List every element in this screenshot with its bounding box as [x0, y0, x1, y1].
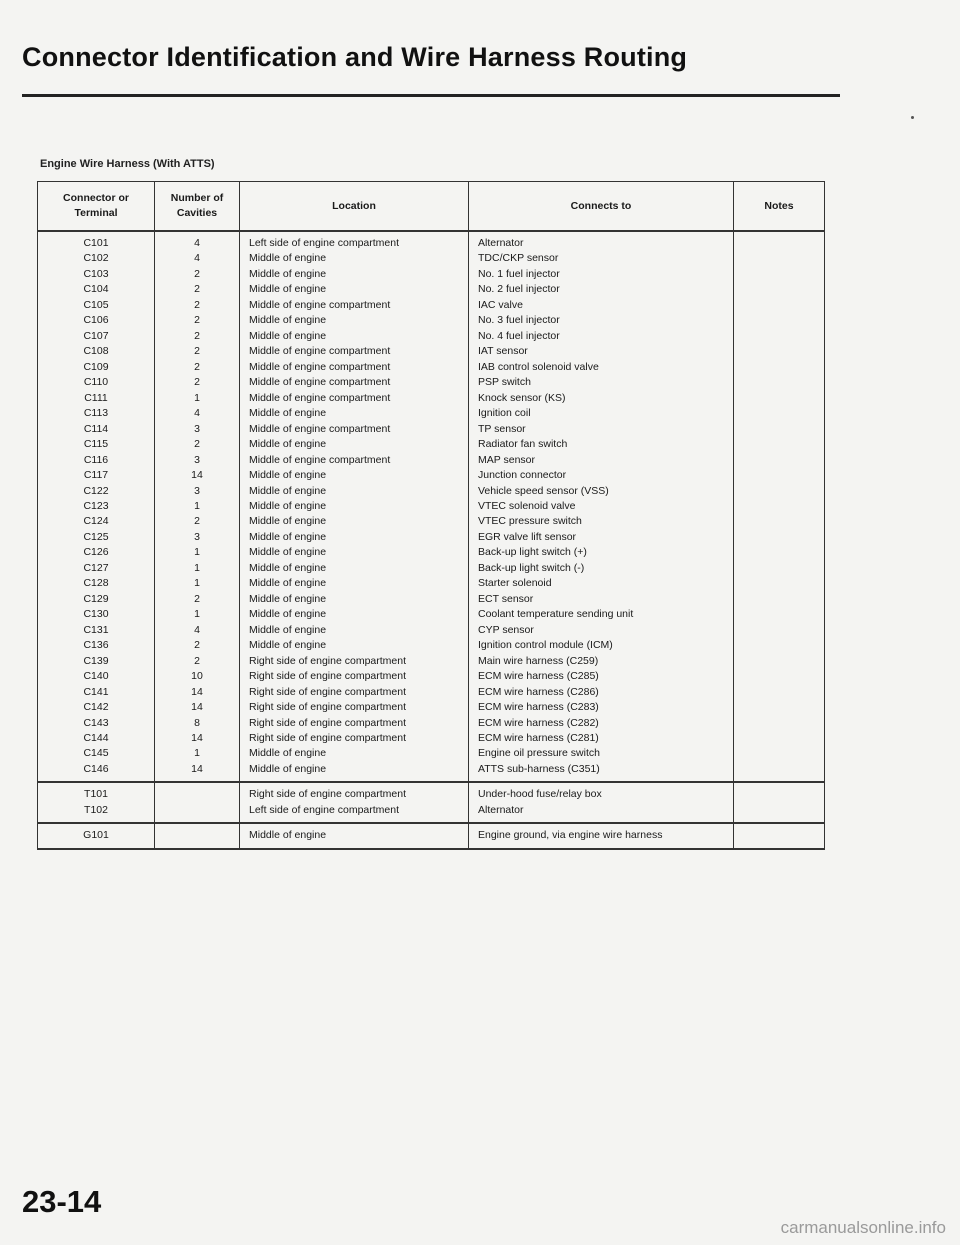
connects-to-cell-line: Starter solenoid	[478, 577, 552, 590]
connects-to-cell-line: No. 1 fuel injector	[478, 267, 560, 280]
table-row	[38, 231, 825, 782]
location-cell-line: Middle of engine	[249, 623, 327, 636]
cavities-cell-line: 4	[194, 407, 200, 420]
cavities-cell-line: 2	[194, 314, 200, 327]
location-cell-line: Middle of engine	[249, 561, 327, 574]
connector-cell	[38, 823, 155, 848]
location-cell-line: Middle of engine	[249, 515, 327, 528]
cavities-cell-line: 14	[191, 701, 203, 714]
notes-cell	[734, 823, 825, 848]
location-cell-line: Middle of engine	[249, 469, 327, 482]
cavities-cell	[155, 823, 240, 848]
connector-cell	[38, 782, 155, 823]
header-connector	[38, 182, 155, 232]
cavities-cell-line: 8	[194, 716, 200, 729]
location-cell-line: Middle of engine	[249, 252, 327, 265]
table-group	[38, 782, 825, 823]
connector-cell-line: C126	[83, 546, 109, 559]
cavities-cell	[155, 231, 240, 782]
location-cell-line: Middle of engine	[249, 314, 327, 327]
cavities-cell-line: 2	[194, 654, 200, 667]
cavities-cell-line: 3	[194, 422, 200, 435]
connects-to-cell-line: ECM wire harness (C283)	[478, 701, 599, 714]
location-cell-line: Middle of engine compartment	[249, 360, 391, 373]
location-cell-line: Middle of engine	[249, 608, 327, 621]
cavities-cell-line: 1	[194, 608, 200, 621]
connects-to-cell	[469, 231, 734, 782]
table-row	[38, 782, 825, 823]
connects-to-cell-line: VTEC solenoid valve	[478, 499, 576, 512]
cavities-cell-line: 1	[194, 747, 200, 760]
connects-to-cell	[469, 823, 734, 848]
header-connector-line2: Terminal	[74, 207, 118, 219]
connects-to-cell-line: Alternator	[478, 237, 524, 249]
cavities-cell-line: 1	[194, 546, 200, 559]
cavities-cell-line: 2	[194, 267, 200, 280]
connector-cell-line: C125	[83, 530, 109, 543]
connects-to-cell-line: No. 3 fuel injector	[478, 314, 560, 327]
connector-cell-line: C105	[83, 298, 109, 311]
cavities-cell-line: 4	[194, 623, 200, 636]
connector-cell-line: T102	[84, 803, 108, 816]
location-cell-line: Right side of engine compartment	[249, 670, 407, 683]
connector-cell-line: C136	[83, 639, 109, 652]
connects-to-cell-line: No. 4 fuel injector	[478, 329, 560, 342]
cavities-cell-line: 2	[194, 376, 200, 389]
location-cell-line: Middle of engine	[249, 438, 327, 451]
connector-cell-line: C107	[83, 329, 109, 342]
location-cell-line: Right side of engine compartment	[249, 685, 407, 698]
connector-cell-line: G101	[83, 829, 109, 842]
cavities-cell-line: 1	[194, 561, 200, 574]
page-number: 23-14	[22, 1184, 102, 1219]
table-row	[38, 823, 825, 848]
connector-cell-line: C142	[83, 701, 109, 714]
watermark: carmanualsonline.info	[780, 1218, 946, 1237]
location-cell-line: Left side of engine compartment	[249, 803, 400, 816]
cavities-cell-line: 2	[194, 592, 200, 605]
connector-cell-line: C102	[83, 252, 109, 265]
connects-to-cell-line: TDC/CKP sensor	[478, 252, 559, 265]
header-notes: Notes	[734, 182, 825, 232]
connector-cell-line: C145	[83, 747, 109, 760]
location-cell-line: Middle of engine	[249, 484, 327, 497]
connector-cell-line: C140	[83, 670, 109, 683]
cavities-cell-line: 1	[194, 577, 200, 590]
page-title: Connector Identification and Wire Harness Routing	[22, 42, 688, 72]
cavities-cell-line: 10	[191, 670, 203, 683]
connects-to-cell-line: EGR valve lift sensor	[478, 530, 577, 543]
location-cell	[240, 823, 469, 848]
connects-to-cell-line: VTEC pressure switch	[478, 515, 582, 528]
connects-to-cell-line: ECM wire harness (C282)	[478, 716, 599, 729]
location-cell-line: Middle of engine compartment	[249, 298, 391, 311]
location-cell-line: Middle of engine	[249, 407, 327, 420]
header-cavities-line2: Cavities	[176, 207, 218, 219]
connects-to-cell-line: Engine ground, via engine wire harness	[478, 829, 663, 842]
cavities-cell-line: 4	[194, 237, 200, 249]
connects-to-cell-line: IAT sensor	[478, 345, 528, 358]
location-cell-line: Middle of engine compartment	[249, 345, 391, 358]
connector-cell-line: C139	[83, 654, 109, 667]
connects-to-cell-line: ECT sensor	[478, 592, 534, 605]
connector-cell-line: C109	[83, 360, 109, 373]
cavities-cell-line: 4	[194, 252, 200, 265]
header-connects-to: Connects to	[469, 182, 734, 232]
cavities-cell-line: 3	[194, 453, 200, 466]
connects-to-cell-line: Vehicle speed sensor (VSS)	[478, 484, 609, 497]
location-cell-line: Right side of engine compartment	[249, 716, 407, 729]
cavities-cell-line: 2	[194, 515, 200, 528]
location-cell-line: Middle of engine compartment	[249, 453, 391, 466]
connects-to-cell-line: PSP switch	[478, 376, 531, 389]
table-header-row	[38, 182, 825, 232]
connects-to-cell-line: Engine oil pressure switch	[478, 747, 600, 760]
location-cell-line: Middle of engine	[249, 639, 327, 652]
cavities-cell-line: 3	[194, 530, 200, 543]
cavities-cell-line: 14	[191, 469, 203, 482]
connects-to-cell-line: Main wire harness (C259)	[478, 654, 599, 667]
header-cavities-line1: Number of	[170, 192, 224, 204]
connects-to-cell-line: ECM wire harness (C285)	[478, 670, 599, 683]
location-cell	[240, 782, 469, 823]
connector-cell-line: C114	[83, 422, 109, 435]
cavities-cell-line: 2	[194, 639, 200, 652]
notes-cell	[734, 782, 825, 823]
scan-dot	[911, 116, 914, 119]
connector-cell-line: C122	[83, 484, 109, 497]
connects-to-cell-line: ATTS sub-harness (C351)	[478, 762, 600, 775]
connector-cell	[38, 231, 155, 782]
connects-to-cell-line: TP sensor	[478, 422, 526, 435]
location-cell-line: Middle of engine	[249, 592, 327, 605]
location-cell-line: Middle of engine	[249, 530, 327, 543]
header-location: Location	[240, 182, 469, 232]
connector-cell-line: C111	[84, 391, 108, 404]
cavities-cell-line: 1	[194, 391, 200, 404]
title-rule	[22, 94, 840, 97]
connector-cell-line: T101	[84, 788, 108, 801]
cavities-cell-line: 14	[191, 732, 203, 744]
connector-cell-line: C104	[83, 283, 109, 296]
connector-cell-line: C143	[83, 716, 109, 729]
connects-to-cell	[469, 782, 734, 823]
location-cell-line: Middle of engine	[249, 577, 327, 590]
connector-cell-line: C108	[83, 345, 109, 358]
connects-to-cell-line: Back-up light switch (-)	[478, 561, 585, 574]
connector-cell-line: C113	[83, 407, 109, 420]
connects-to-cell-line: No. 2 fuel injector	[478, 283, 560, 296]
location-cell-line: Middle of engine	[249, 747, 327, 760]
connector-cell-line: C123	[83, 499, 109, 512]
connects-to-cell-line: Knock sensor (KS)	[478, 391, 566, 404]
connects-to-cell-line: Coolant temperature sending unit	[478, 608, 634, 621]
connects-to-cell-line: Junction connector	[478, 469, 567, 482]
connector-cell-line: C103	[83, 267, 109, 280]
connects-to-cell-line: Radiator fan switch	[478, 438, 568, 451]
header-connector-line1: Connector or	[63, 192, 129, 204]
connects-to-cell-line: Back-up light switch (+)	[478, 546, 587, 559]
connector-cell-line: C116	[83, 453, 109, 466]
connects-to-cell-line: ECM wire harness (C286)	[478, 685, 599, 698]
location-cell-line: Middle of engine	[249, 762, 327, 775]
connector-cell-line: C110	[83, 376, 109, 389]
connector-cell-line: C146	[83, 762, 109, 775]
location-cell-line: Middle of engine	[249, 499, 327, 512]
location-cell-line: Middle of engine compartment	[249, 422, 391, 435]
connector-cell-line: C117	[83, 469, 109, 482]
connector-cell-line: C144	[83, 732, 109, 744]
location-cell-line: Middle of engine	[249, 829, 327, 842]
location-cell-line: Middle of engine compartment	[249, 391, 391, 404]
cavities-cell-line: 2	[194, 283, 200, 296]
connector-cell-line: C141	[83, 685, 109, 698]
connector-cell-line: C127	[83, 561, 109, 574]
connector-cell-line: C131	[83, 623, 109, 636]
connector-cell-line: C130	[83, 608, 109, 621]
location-cell-line: Middle of engine	[249, 546, 327, 559]
connects-to-cell-line: Alternator	[478, 803, 524, 816]
cavities-cell-line: 3	[194, 484, 200, 497]
connects-to-cell-line: ECM wire harness (C281)	[478, 732, 599, 744]
location-cell	[240, 231, 469, 782]
connector-cell-line: C124	[83, 515, 109, 528]
cavities-cell-line: 1	[194, 499, 200, 512]
location-cell-line: Right side of engine compartment	[249, 654, 407, 667]
location-cell-line: Left side of engine compartment	[249, 237, 400, 249]
location-cell-line: Right side of engine compartment	[249, 732, 407, 744]
connects-to-cell-line: IAB control solenoid valve	[478, 360, 599, 373]
cavities-cell-line: 2	[194, 345, 200, 358]
connector-cell-line: C115	[83, 438, 109, 451]
location-cell-line: Right side of engine compartment	[249, 701, 407, 714]
connector-cell-line: C128	[83, 577, 109, 590]
connects-to-cell-line: MAP sensor	[478, 453, 535, 466]
cavities-cell-line: 14	[191, 685, 203, 698]
connects-to-cell-line: Ignition control module (ICM)	[478, 639, 613, 652]
cavities-cell	[155, 782, 240, 823]
location-cell-line: Right side of engine compartment	[249, 788, 407, 801]
connects-to-cell-line: CYP sensor	[478, 623, 534, 636]
cavities-cell-line: 14	[191, 762, 203, 775]
location-cell-line: Middle of engine	[249, 267, 327, 280]
cavities-cell-line: 2	[194, 329, 200, 342]
location-cell-line: Middle of engine	[249, 329, 327, 342]
cavities-cell-line: 2	[194, 298, 200, 311]
header-cavities	[155, 182, 240, 232]
connector-table	[37, 181, 825, 850]
location-cell-line: Middle of engine	[249, 283, 327, 296]
cavities-cell-line: 2	[194, 360, 200, 373]
table-group	[38, 231, 825, 782]
cavities-cell-line: 2	[194, 438, 200, 451]
table-subtitle: Engine Wire Harness (With ATTS)	[40, 158, 215, 170]
connects-to-cell-line: Under-hood fuse/relay box	[478, 788, 602, 801]
connector-cell-line: C106	[83, 314, 109, 327]
notes-cell	[734, 231, 825, 782]
table-group	[38, 823, 825, 848]
location-cell-line: Middle of engine compartment	[249, 376, 391, 389]
connector-cell-line: C129	[83, 592, 109, 605]
connector-cell-line: C101	[83, 237, 109, 249]
connects-to-cell-line: IAC valve	[478, 298, 523, 311]
connects-to-cell-line: Ignition coil	[478, 407, 531, 420]
